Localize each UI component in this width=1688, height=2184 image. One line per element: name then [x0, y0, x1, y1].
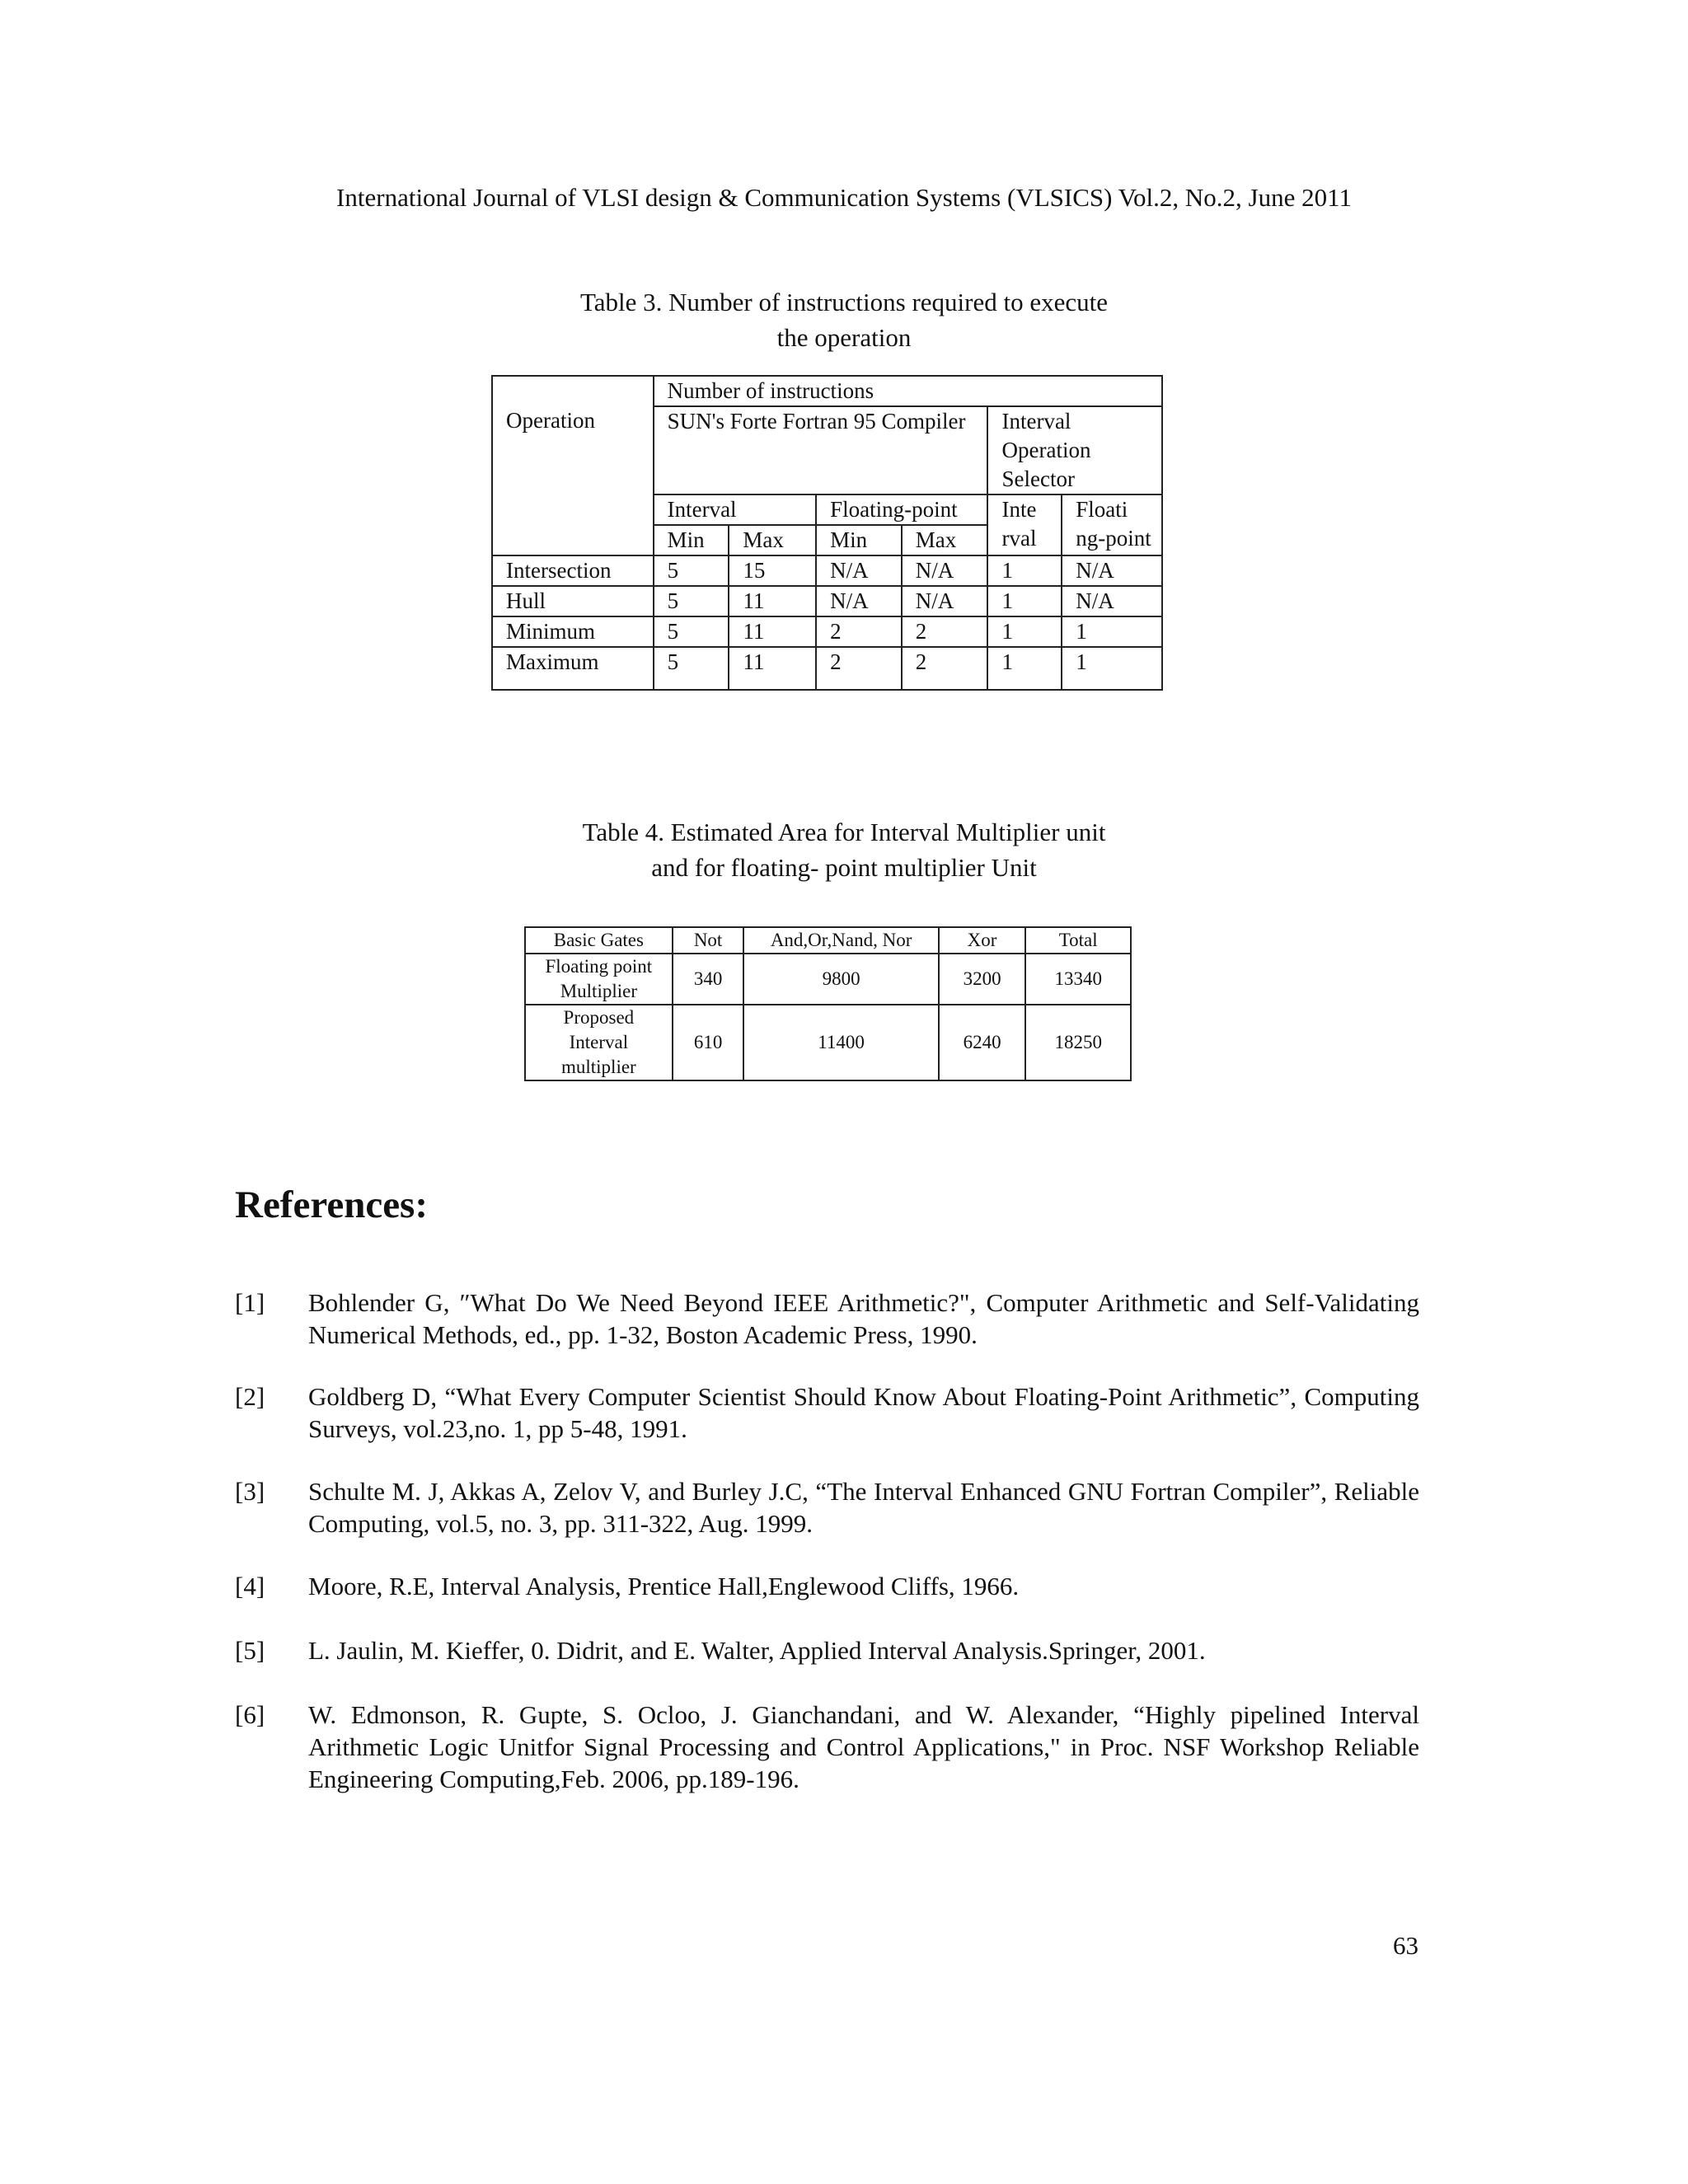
- table-cell: 1: [987, 586, 1062, 616]
- reference-number: [3]: [235, 1477, 265, 1506]
- reference-text: L. Jaulin, M. Kieffer, 0. Didrit, and E. Walter, Applied Interval Analysis.Springer, 2001.: [308, 1636, 1206, 1665]
- table-cell: 2: [816, 616, 902, 647]
- header-cell: Interval Operation Selector: [987, 406, 1162, 494]
- table-cell: N/A: [816, 586, 902, 616]
- table-row: [525, 954, 1131, 1005]
- table-cell: N/A: [902, 586, 988, 616]
- reference-text: Schulte M. J, Akkas A, Zelov V, and Burley J.C, “The Interval Enhanced GNU Fortran Compiler”, Reliable Computing, vol.5, no. 3, pp. 311-322, Aug. 1999.: [308, 1477, 1419, 1538]
- table-cell: N/A: [902, 555, 988, 586]
- table-row: [492, 555, 1162, 586]
- header-cell: Interval: [654, 494, 816, 525]
- table-cell: 1: [1062, 616, 1162, 647]
- table-cell: N/A: [816, 555, 902, 586]
- header-cell: Max: [902, 525, 988, 555]
- header-cell: Floating-point: [816, 494, 987, 525]
- header-cell: Not: [673, 927, 744, 954]
- table-cell: 1: [1062, 647, 1162, 690]
- journal-header: International Journal of VLSI design & Communication Systems (VLSICS) Vol.2, No.2, June 2011: [336, 183, 1352, 212]
- table-cell: Maximum: [492, 647, 654, 690]
- table3-caption: [0, 284, 1688, 355]
- table-cell: 5: [654, 647, 729, 690]
- reference-text: Goldberg D, “What Every Computer Scientist Should Know About Floating-Point Arithmetic”, Computing Surveys, vol.23,no. 1, pp 5-48, 1991.: [308, 1382, 1419, 1443]
- table-cell: 2: [816, 647, 902, 690]
- table-cell: 1: [987, 647, 1062, 690]
- table4-caption: [0, 814, 1688, 885]
- table-cell: N/A: [1062, 586, 1162, 616]
- table-cell: 11: [729, 616, 816, 647]
- table-row: [492, 586, 1162, 616]
- header-cell: Min: [654, 525, 729, 555]
- header-cell: Xor: [939, 927, 1026, 954]
- header-cell: Number of instructions: [654, 376, 1162, 406]
- header-cell: Max: [729, 525, 816, 555]
- table-cell: 2: [902, 647, 988, 690]
- header-cell: Total: [1025, 927, 1131, 954]
- area-table: [524, 926, 1132, 1081]
- table4-caption-line1: Table 4. Estimated Area for Interval Multiplier unit: [582, 818, 1106, 846]
- reference-number: [5]: [235, 1636, 265, 1665]
- table-cell: N/A: [1062, 555, 1162, 586]
- table-cell: 13340: [1025, 954, 1131, 1005]
- header-cell: SUN's Forte Fortran 95 Compiler: [654, 406, 988, 494]
- table-cell: 11: [729, 647, 816, 690]
- table3-caption-line2: the operation: [776, 323, 912, 352]
- table-cell: Minimum: [492, 616, 654, 647]
- table-row: [525, 1005, 1131, 1080]
- table-cell: 5: [654, 555, 729, 586]
- table-cell: 610: [673, 1005, 744, 1080]
- reference-item: [235, 1380, 1419, 1445]
- reference-item: [235, 1699, 1419, 1795]
- header-cell: Basic Gates: [525, 927, 673, 954]
- table4-caption-line2: and for floating- point multiplier Unit: [651, 853, 1037, 882]
- table-cell: 1: [987, 616, 1062, 647]
- header-cell: And,Or,Nand, Nor: [743, 927, 938, 954]
- table-cell: 11400: [743, 1005, 938, 1080]
- page-number: 63: [1393, 1931, 1418, 1960]
- header-cell: Inte rval: [987, 494, 1062, 555]
- table-header-row: [492, 376, 1162, 406]
- reference-item: [235, 1570, 1419, 1602]
- table-cell: 340: [673, 954, 744, 1005]
- table-cell: 9800: [743, 954, 938, 1005]
- instructions-table: [491, 375, 1163, 691]
- table-cell: 2: [902, 616, 988, 647]
- reference-number: [1]: [235, 1288, 265, 1317]
- reference-item: [235, 1634, 1419, 1666]
- table-row: [492, 647, 1162, 690]
- table-row: [492, 616, 1162, 647]
- references-heading: References:: [235, 1183, 428, 1226]
- reference-item: [235, 1286, 1419, 1351]
- table-cell: 18250: [1025, 1005, 1131, 1080]
- header-cell: Min: [816, 525, 902, 555]
- table-cell: 1: [987, 555, 1062, 586]
- reference-number: [6]: [235, 1700, 265, 1729]
- table-cell: 3200: [939, 954, 1026, 1005]
- reference-text: Bohlender G, ″What Do We Need Beyond IEEE Arithmetic?", Computer Arithmetic and Self-Validating Numerical Methods, ed., pp. 1-32, Boston Academic Press, 1990.: [308, 1288, 1419, 1349]
- reference-number: [4]: [235, 1572, 265, 1601]
- reference-text: Moore, R.E, Interval Analysis, Prentice Hall,Englewood Cliffs, 1966.: [308, 1572, 1020, 1601]
- table-cell: 15: [729, 555, 816, 586]
- reference-text: W. Edmonson, R. Gupte, S. Ocloo, J. Gianchandani, and W. Alexander, “Highly pipelined Interval Arithmetic Logic Unitfor Signal Processing and Control Applications," in Proc. NSF Workshop Reliable Engineering Computing,Feb. 2006, pp.189-196.: [308, 1700, 1419, 1793]
- header-cell: Floati ng-point: [1062, 494, 1162, 555]
- reference-item: [235, 1475, 1419, 1540]
- table-header-row: [525, 927, 1131, 954]
- header-cell: Operation: [492, 376, 654, 555]
- reference-number: [2]: [235, 1382, 265, 1411]
- table-cell: 5: [654, 586, 729, 616]
- table3-caption-line1: Table 3. Number of instructions required to execute: [579, 288, 1108, 316]
- table-cell: Hull: [492, 586, 654, 616]
- table-cell: Floating point Multiplier: [525, 954, 673, 1005]
- table-cell: Intersection: [492, 555, 654, 586]
- table-cell: Proposed Interval multiplier: [525, 1005, 673, 1080]
- table-cell: 5: [654, 616, 729, 647]
- table-cell: 11: [729, 586, 816, 616]
- table-cell: 6240: [939, 1005, 1026, 1080]
